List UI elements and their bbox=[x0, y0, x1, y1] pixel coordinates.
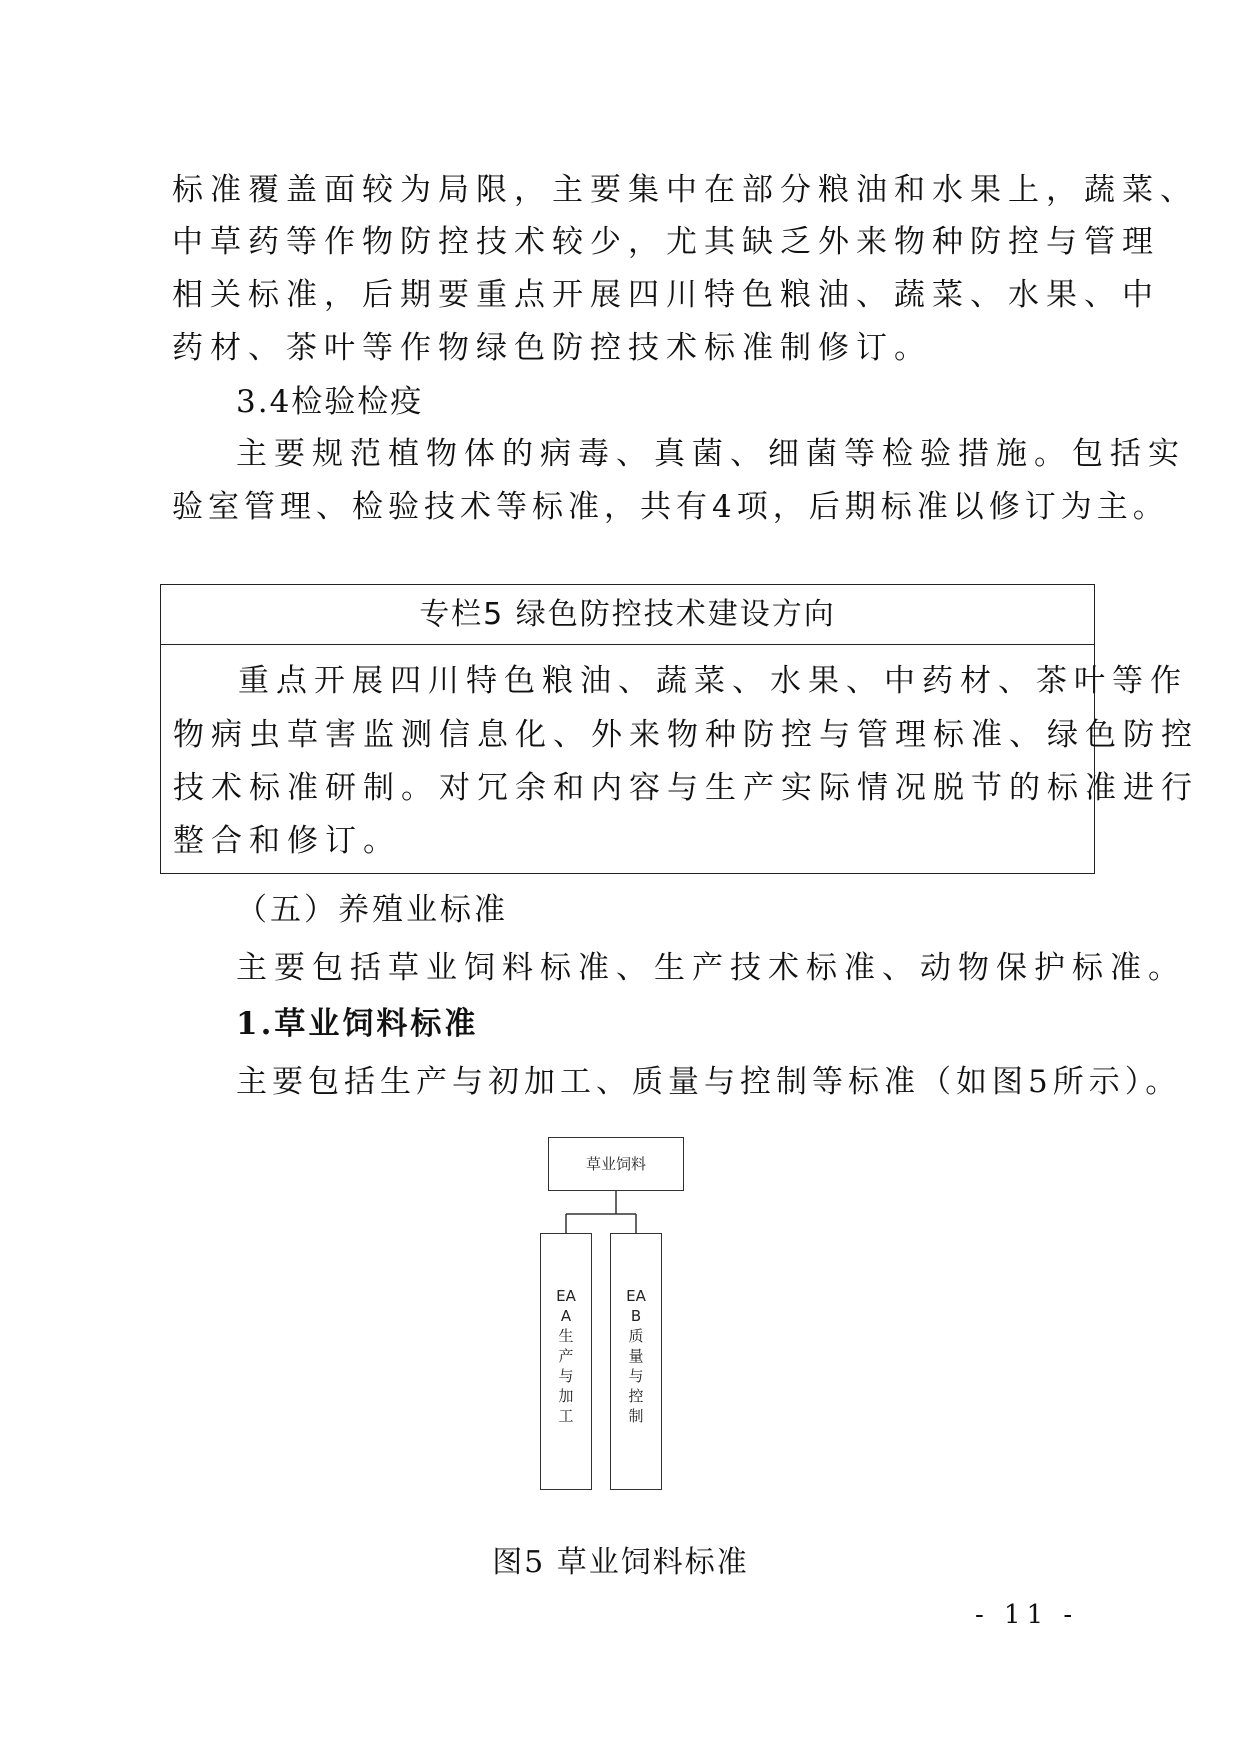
node-char: 质 bbox=[628, 1327, 644, 1345]
section-5-heading: （五）养殖业标准 bbox=[236, 892, 508, 928]
node-char: 与 bbox=[628, 1367, 644, 1385]
text-line: 相关标准，后期要重点开展四川特色粮油、蔬菜、水果、中 bbox=[172, 277, 1160, 313]
box-text-line: 物病虫草害监测信息化、外来物种防控与管理标准、绿色防控 bbox=[173, 717, 1199, 753]
heading-3-4: 3.4检验检疫 bbox=[236, 384, 424, 420]
node-char: 与 bbox=[558, 1367, 574, 1385]
box-title: 专栏5 绿色防控技术建设方向 bbox=[161, 585, 1094, 645]
box-text-line: 整合和修订。 bbox=[173, 823, 401, 859]
box-text-line: 重点开展四川特色粮油、蔬菜、水果、中药材、茶叶等作 bbox=[238, 663, 1188, 699]
node-char: 工 bbox=[558, 1407, 574, 1425]
root-node: 草业饲料 bbox=[548, 1137, 684, 1191]
node-code: A bbox=[560, 1307, 572, 1325]
node-char: 加 bbox=[558, 1387, 574, 1405]
figure-caption: 图5 草业饲料标准 bbox=[492, 1545, 749, 1580]
child-node-quality bbox=[610, 1233, 662, 1490]
column-box bbox=[160, 584, 1199, 874]
text-line: 药材、茶叶等作物绿色防控技术标准制修订。 bbox=[172, 330, 932, 366]
tree-diagram bbox=[540, 1135, 690, 1495]
node-char: 量 bbox=[628, 1347, 644, 1365]
node-char: 产 bbox=[558, 1347, 574, 1365]
child-node-production bbox=[540, 1233, 592, 1490]
text-line: 标准覆盖面较为局限，主要集中在部分粮油和水果上，蔬菜、 bbox=[172, 172, 1198, 208]
text-line: 中草药等作物防控技术较少，尤其缺乏外来物种防控与管理 bbox=[172, 224, 1160, 260]
section-5-intro: 主要包括草业饲料标准、生产技术标准、动物保护标准。 bbox=[236, 950, 1186, 986]
node-code: EA bbox=[556, 1287, 576, 1305]
node-char: 生 bbox=[558, 1327, 574, 1345]
node-code: EA bbox=[626, 1287, 646, 1305]
text-line: 主要规范植物体的病毒、真菌、细菌等检验措施。包括实 bbox=[236, 436, 1186, 472]
page-number: - 11 - bbox=[975, 1600, 1079, 1630]
node-code: B bbox=[630, 1307, 642, 1325]
sub-intro: 主要包括生产与初加工、质量与控制等标准（如图5所示）。 bbox=[236, 1064, 1182, 1100]
sub-heading: 1.草业饲料标准 bbox=[236, 1006, 479, 1042]
node-char: 制 bbox=[628, 1407, 644, 1425]
node-char: 控 bbox=[628, 1387, 644, 1405]
box-text-line: 技术标准研制。对冗余和内容与生产实际情况脱节的标准进行 bbox=[173, 770, 1199, 806]
text-line: 验室管理、检验技术等标准，共有4项，后期标准以修订为主。 bbox=[172, 489, 1169, 525]
